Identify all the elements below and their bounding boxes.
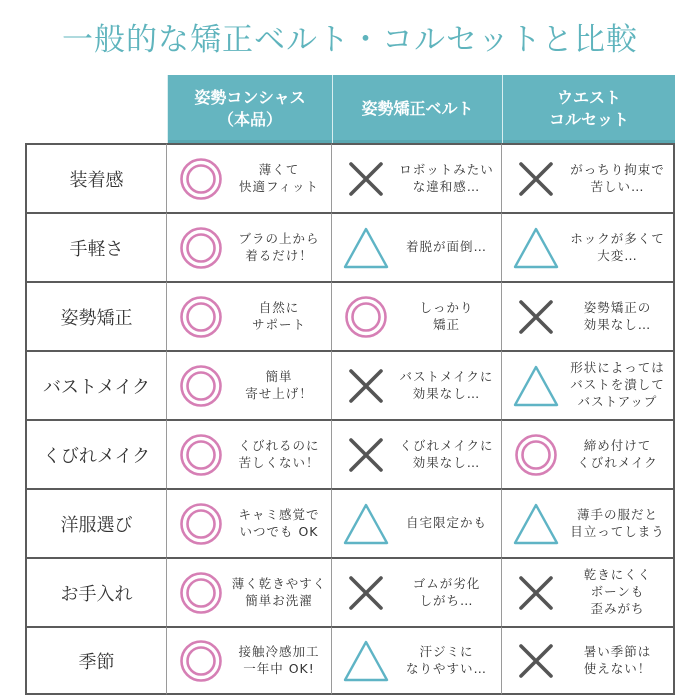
page-title: 一般的な矯正ベルト・コルセットと比較 — [62, 22, 638, 58]
triangle-icon — [512, 224, 560, 272]
circle-icon — [177, 362, 225, 410]
comparison-cell — [167, 350, 332, 419]
cell-note: 姿勢矯正の 効果なし… — [583, 299, 652, 332]
circle-icon — [177, 155, 225, 203]
row-label: 姿勢矯正 — [25, 281, 167, 350]
comparison-cell — [167, 488, 332, 557]
circle-icon — [177, 500, 225, 548]
cell-note: 接触冷感加工 一年中 OK! — [238, 643, 320, 676]
circle-icon — [177, 293, 225, 341]
triangle-icon — [342, 500, 390, 548]
comparison-cell — [332, 419, 502, 488]
cross-icon — [512, 293, 560, 341]
circle-icon — [342, 293, 390, 341]
cell-note: ホックが多くて 大変… — [570, 230, 665, 263]
cell-note: バストメイクに 効果なし… — [399, 368, 494, 401]
circle-icon — [177, 569, 225, 617]
cell-note: 薄くて 快適フィット — [238, 161, 319, 194]
cross-icon — [342, 362, 390, 410]
cell-note: 形状によっては バストを潰して バストアップ — [570, 360, 665, 409]
comparison-cell — [167, 281, 332, 350]
cross-icon — [342, 431, 390, 479]
cell-note: キャミ感覚で いつでも OK — [238, 506, 320, 539]
circle-icon — [177, 637, 225, 685]
comparison-cell — [167, 557, 332, 626]
cell-note: 汗ジミに なりやすい… — [405, 643, 487, 676]
row-label: 季節 — [25, 626, 167, 695]
header-shisei-conscious — [167, 75, 332, 143]
cross-icon — [342, 155, 390, 203]
cell-note: 自然に サポート — [251, 299, 306, 332]
circle-icon — [512, 431, 560, 479]
comparison-cell — [167, 419, 332, 488]
comparison-cell — [502, 281, 675, 350]
row-label: バストメイク — [25, 350, 167, 419]
cell-note: ロボットみたい な違和感… — [399, 161, 494, 194]
triangle-icon — [342, 637, 390, 685]
comparison-cell — [167, 212, 332, 281]
cell-note: ゴムが劣化 しがち… — [412, 575, 481, 608]
row-label: 装着感 — [25, 143, 167, 212]
row-label: くびれメイク — [25, 419, 167, 488]
cell-note: 薄く乾きやすく 簡単お洗濯 — [231, 575, 327, 608]
cross-icon — [512, 569, 560, 617]
header-line: 姿勢矯正ベルト — [361, 99, 474, 119]
triangle-icon — [512, 500, 560, 548]
comparison-cell — [502, 212, 675, 281]
cell-note: 締め付けて くびれメイク — [577, 437, 658, 470]
circle-icon — [177, 224, 225, 272]
comparison-cell — [332, 350, 502, 419]
cell-note: ブラの上から 着るだけ！ — [238, 230, 320, 263]
cell-note: 自宅限定かも — [405, 515, 487, 531]
comparison-cell — [167, 143, 332, 212]
cell-note: 着脱が面倒… — [405, 239, 487, 255]
comparison-cell — [332, 557, 502, 626]
cell-note: 乾きにくく ボーンも 歪みがち — [583, 567, 652, 616]
header-line: コルセット — [548, 110, 629, 129]
row-label: 洋服選び — [25, 488, 167, 557]
comparison-cell — [332, 212, 502, 281]
header-line: ウエスト — [556, 88, 621, 108]
cell-note: しっかり 矯正 — [419, 299, 474, 332]
comparison-cell — [502, 488, 675, 557]
comparison-cell — [502, 143, 675, 212]
comparison-cell — [332, 281, 502, 350]
row-label: 手軽さ — [25, 212, 167, 281]
comparison-cell — [502, 557, 675, 626]
header-line: （本品） — [217, 110, 282, 129]
cell-note: がっちり拘束で 苦しい… — [570, 161, 665, 194]
header-posture-belt — [332, 75, 502, 143]
comparison-cell — [502, 626, 675, 695]
comparison-cell — [332, 488, 502, 557]
comparison-table — [25, 75, 675, 695]
header-waist-corset — [502, 75, 675, 143]
comparison-cell — [502, 350, 675, 419]
cell-note: くびれメイクに 効果なし… — [399, 437, 494, 470]
comparison-cell — [167, 626, 332, 695]
comparison-cell — [332, 626, 502, 695]
row-label: お手入れ — [25, 557, 167, 626]
cell-note: 暑い季節は 使えない！ — [583, 643, 652, 676]
cell-note: 薄手の服だと 目立ってしまう — [570, 506, 665, 539]
triangle-icon — [342, 224, 390, 272]
circle-icon — [177, 431, 225, 479]
comparison-cell — [502, 419, 675, 488]
comparison-cell — [332, 143, 502, 212]
cell-note: くびれるのに 苦しくない！ — [238, 437, 320, 470]
cross-icon — [512, 637, 560, 685]
cross-icon — [512, 155, 560, 203]
cross-icon — [342, 569, 390, 617]
corner-blank — [25, 75, 167, 143]
cell-note: 簡単 寄せ上げ！ — [245, 368, 313, 401]
triangle-icon — [512, 362, 560, 410]
header-line: 姿勢コンシャス — [194, 88, 306, 108]
